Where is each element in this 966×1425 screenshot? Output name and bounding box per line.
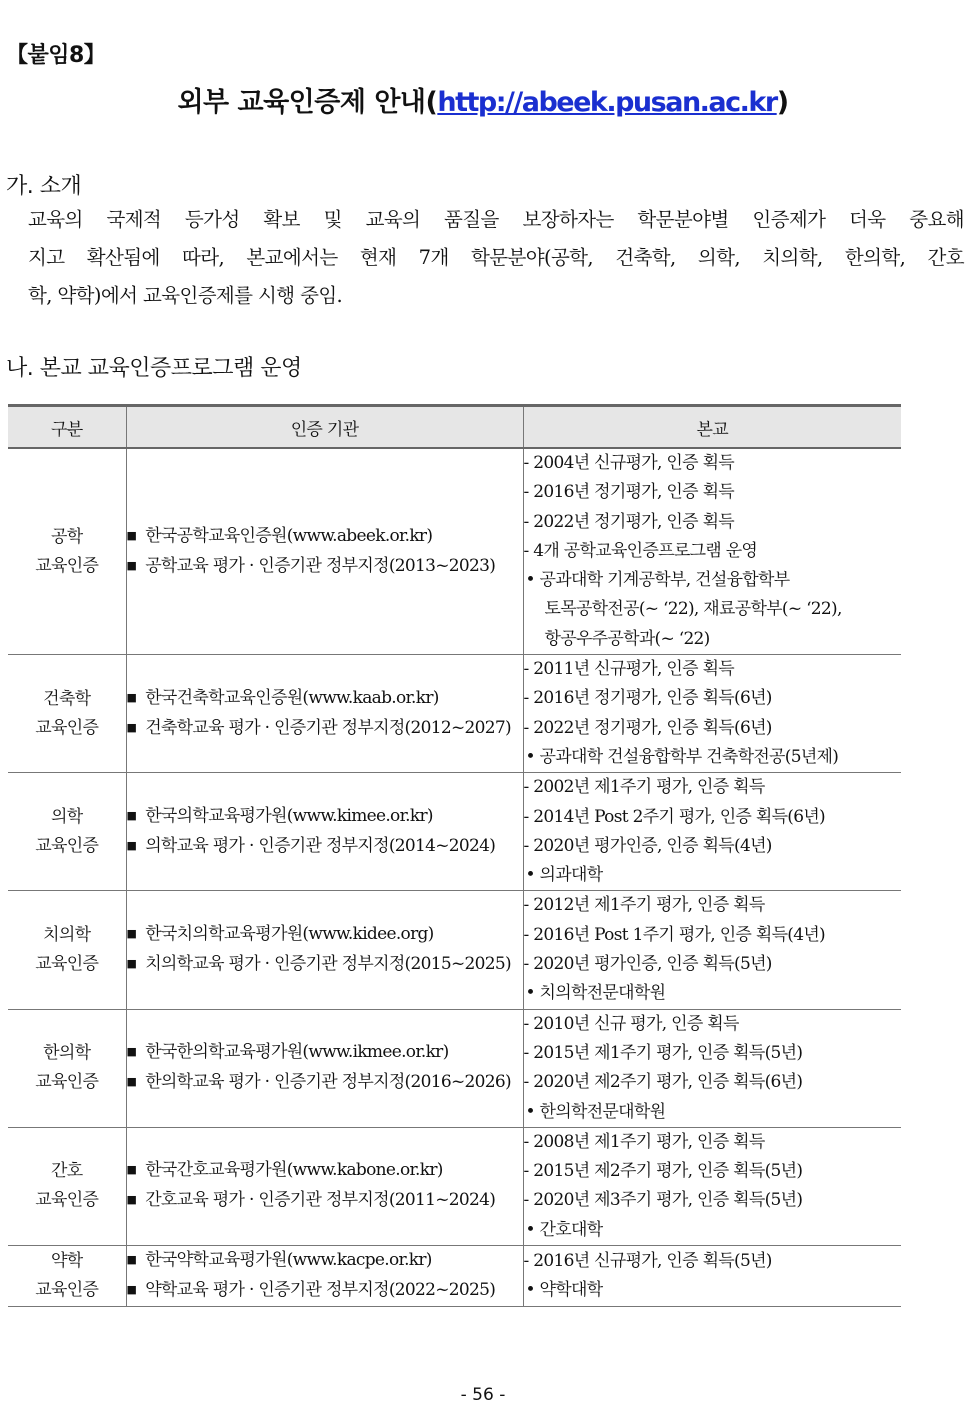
square-bullet-icon: ■ — [126, 808, 137, 822]
history-item: - 2012년 제1주기 평가, 인증 획득 — [523, 895, 765, 916]
section-b-heading: 나. 본교 교육인증프로그램 운영 — [6, 356, 302, 381]
square-bullet-icon: ■ — [126, 690, 137, 704]
table-row — [8, 448, 901, 655]
org-cell — [126, 448, 523, 655]
category-suffix: 교육인증 — [35, 717, 99, 738]
history-cell — [523, 1009, 901, 1127]
square-bullet-icon: ■ — [126, 1253, 137, 1267]
intro-line: 지고 확산됨에 따라, 본교에서는 현재 7개 학문분야(공학, 건축학, 의학, 치의학, 한의학, 간호 — [28, 246, 964, 269]
category-suffix: 교육인증 — [35, 835, 99, 856]
square-bullet-icon: ■ — [126, 1163, 137, 1177]
category-name: 의학 — [51, 806, 83, 827]
category-cell — [8, 773, 126, 891]
square-bullet-icon: ■ — [126, 1075, 137, 1089]
header-our-school: 본교 — [523, 406, 901, 449]
square-bullet-icon: ■ — [126, 838, 137, 852]
square-bullet-icon: ■ — [126, 1283, 137, 1297]
org-name: 한국치의학교육평가원(www.kidee.org) — [145, 924, 434, 945]
history-item: • 약학대학 — [525, 1280, 603, 1301]
history-item: • 공과대학 기계공학부, 건설융합학부 — [525, 570, 790, 591]
square-bullet-icon: ■ — [126, 927, 137, 941]
history-item: - 2016년 신규평가, 인증 획득(5년) — [523, 1250, 772, 1271]
square-bullet-icon: ■ — [126, 957, 137, 971]
square-bullet-icon: ■ — [126, 558, 137, 572]
table-header-row — [8, 406, 901, 449]
table-row — [8, 1127, 901, 1245]
title-paren-close: ) — [776, 87, 789, 118]
org-designation: 약학교육 평가 · 인증기관 정부지정(2022~2025) — [145, 1280, 496, 1301]
history-item: • 치의학전문대학원 — [525, 983, 666, 1004]
intro-line: 학, 약학)에서 교육인증제를 시행 중임. — [28, 284, 343, 307]
intro-paragraph — [28, 201, 964, 315]
history-item: - 2022년 정기평가, 인증 획득 — [523, 511, 735, 532]
org-cell — [126, 773, 523, 891]
org-name: 한국약학교육평가원(www.kacpe.or.kr) — [145, 1250, 432, 1271]
org-designation: 간호교육 평가 · 인증기관 정부지정(2011~2024) — [145, 1190, 496, 1211]
square-bullet-icon: ■ — [126, 720, 137, 734]
category-name: 한의학 — [43, 1043, 91, 1064]
org-designation: 치의학교육 평가 · 인증기관 정부지정(2015~2025) — [145, 954, 511, 975]
history-item: • 한의학전문대학원 — [525, 1101, 666, 1122]
category-cell — [8, 448, 126, 655]
square-bullet-icon: ■ — [126, 1193, 137, 1207]
org-cell — [126, 1127, 523, 1245]
category-cell — [8, 1009, 126, 1127]
history-cell — [523, 448, 901, 655]
org-name: 한국건축학교육인증원(www.kaab.or.kr) — [145, 687, 439, 708]
history-item: • 간호대학 — [525, 1219, 603, 1240]
history-item: - 2010년 신규 평가, 인증 획득 — [523, 1013, 739, 1034]
table-row — [8, 1009, 901, 1127]
history-item: - 2015년 제2주기 평가, 인증 획득(5년) — [523, 1161, 803, 1182]
title-paren-open: ( — [425, 87, 438, 118]
table-row — [8, 655, 901, 773]
document-title — [0, 80, 966, 119]
history-item: 토목공학전공(~ ‘22), 재료공학부(~ ‘22), — [544, 599, 842, 620]
category-name: 공학 — [51, 526, 83, 547]
org-name: 한국한의학교육평가원(www.ikmee.or.kr) — [145, 1042, 449, 1063]
certification-table — [8, 404, 901, 1307]
org-designation: 한의학교육 평가 · 인증기관 정부지정(2016~2026) — [145, 1072, 511, 1093]
org-cell — [126, 1246, 523, 1307]
history-cell — [523, 1127, 901, 1245]
history-cell — [523, 655, 901, 773]
square-bullet-icon: ■ — [126, 1045, 137, 1059]
org-designation: 공학교육 평가 · 인증기관 정부지정(2013~2023) — [145, 555, 496, 576]
history-cell — [523, 773, 901, 891]
page-number: - 56 - — [460, 1385, 506, 1405]
history-item: - 2020년 평가인증, 인증 획득(4년) — [523, 835, 772, 856]
history-item: - 4개 공학교육인증프로그램 운영 — [523, 540, 758, 561]
table-row — [8, 891, 901, 1009]
attachment-tag: 【붙임8】 — [6, 43, 106, 68]
history-item: - 2008년 제1주기 평가, 인증 획득 — [523, 1131, 765, 1152]
history-item: - 2016년 Post 1주기 평가, 인증 획득(4년) — [523, 924, 825, 945]
org-designation: 건축학교육 평가 · 인증기관 정부지정(2012~2027) — [145, 717, 511, 738]
document-title-text: 외부 교육인증제 안내 — [177, 87, 426, 118]
table-row — [8, 1246, 901, 1307]
category-name: 치의학 — [43, 925, 91, 946]
category-cell — [8, 1127, 126, 1245]
history-item: • 의과대학 — [525, 865, 603, 886]
intro-line: 교육의 국제적 등가성 확보 및 교육의 품질을 보장하자는 학문분야별 인증제가 더욱 중요해 — [28, 208, 964, 231]
category-suffix: 교육인증 — [35, 1190, 99, 1211]
history-cell — [523, 891, 901, 1009]
header-certifying-body: 인증 기관 — [126, 406, 523, 449]
history-item: - 2011년 신규평가, 인증 획득 — [523, 659, 735, 680]
history-item: - 2015년 제1주기 평가, 인증 획득(5년) — [523, 1042, 803, 1063]
category-suffix: 교육인증 — [35, 555, 99, 576]
category-name: 건축학 — [43, 688, 91, 709]
history-item: - 2004년 신규평가, 인증 획득 — [523, 453, 735, 473]
category-name: 약학 — [51, 1251, 83, 1272]
org-name: 한국간호교육평가원(www.kabone.or.kr) — [145, 1160, 443, 1181]
history-item: 항공우주공학과(~ ‘22) — [544, 628, 710, 649]
org-name: 한국공학교육인증원(www.abeek.or.kr) — [145, 525, 433, 546]
history-item: - 2016년 정기평가, 인증 획득 — [523, 482, 735, 503]
history-item: - 2016년 정기평가, 인증 획득(6년) — [523, 688, 772, 709]
history-item: - 2014년 Post 2주기 평가, 인증 획득(6년) — [523, 806, 825, 827]
org-name: 한국의학교육평가원(www.kimee.or.kr) — [145, 805, 433, 826]
org-cell — [126, 891, 523, 1009]
category-suffix: 교육인증 — [35, 1072, 99, 1093]
header-category: 구분 — [8, 406, 126, 449]
history-item: - 2020년 제3주기 평가, 인증 획득(5년) — [523, 1190, 803, 1211]
category-suffix: 교육인증 — [35, 954, 99, 975]
section-a-heading: 가. 소개 — [6, 174, 82, 199]
square-bullet-icon: ■ — [126, 528, 137, 542]
history-item: - 2022년 정기평가, 인증 획득(6년) — [523, 717, 772, 738]
table-row — [8, 773, 901, 891]
history-item: - 2020년 평가인증, 인증 획득(5년) — [523, 954, 772, 975]
category-cell — [8, 655, 126, 773]
org-cell — [126, 1009, 523, 1127]
org-cell — [126, 655, 523, 773]
history-item: - 2002년 제1주기 평가, 인증 획득 — [523, 777, 765, 798]
category-cell — [8, 891, 126, 1009]
history-item: - 2020년 제2주기 평가, 인증 획득(6년) — [523, 1072, 803, 1093]
category-cell — [8, 1246, 126, 1307]
category-suffix: 교육인증 — [35, 1280, 99, 1301]
abeek-link[interactable]: http://abeek.pusan.ac.kr — [437, 87, 777, 118]
org-designation: 의학교육 평가 · 인증기관 정부지정(2014~2024) — [145, 835, 496, 856]
history-item: • 공과대학 건설융합학부 건축학전공(5년제) — [525, 746, 839, 767]
category-name: 간호 — [51, 1161, 83, 1182]
history-cell — [523, 1246, 901, 1307]
